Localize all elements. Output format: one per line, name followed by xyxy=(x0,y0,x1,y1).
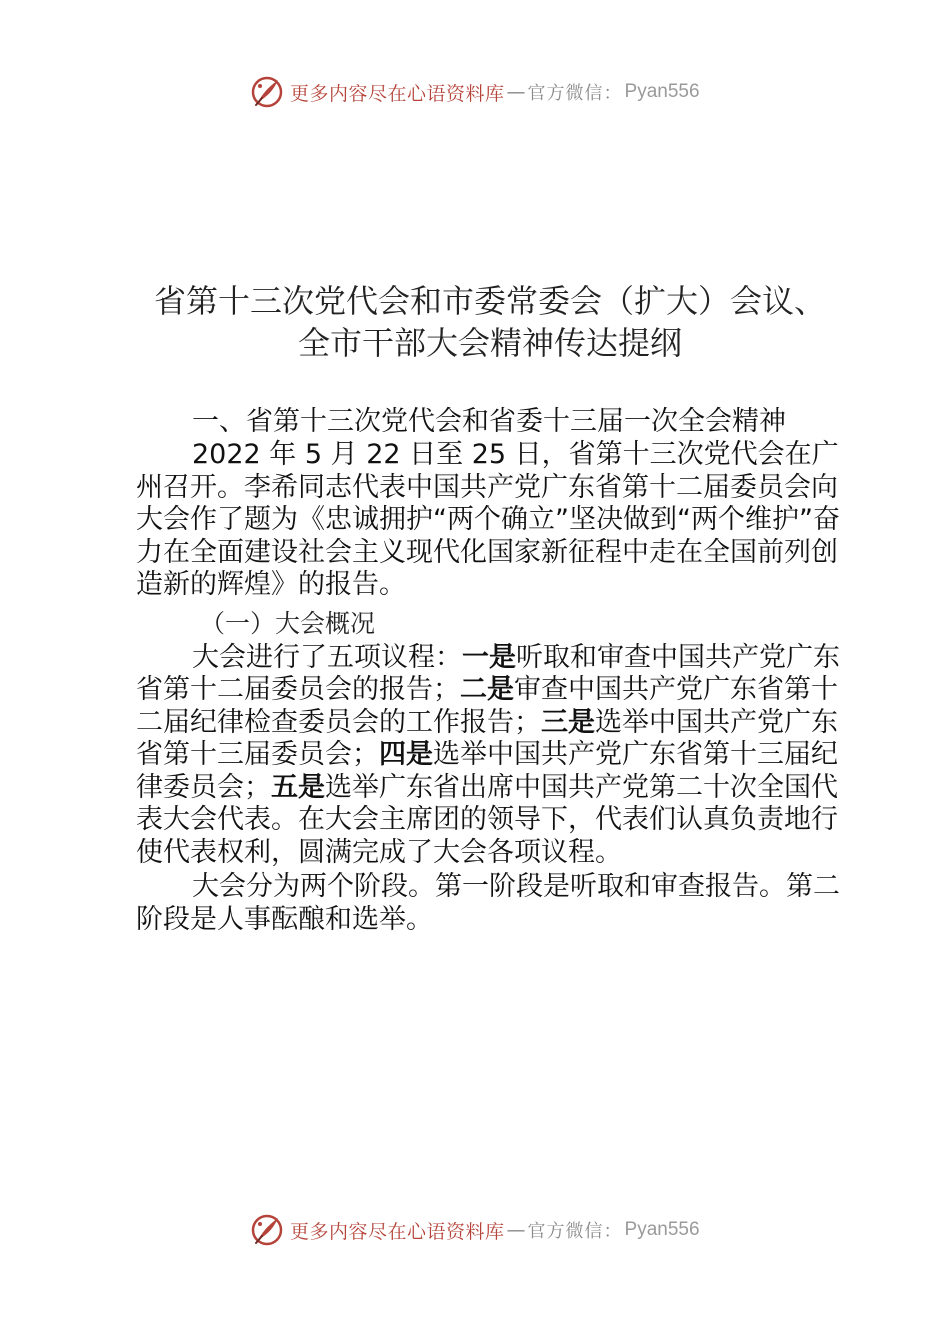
quill-pen-logo-icon xyxy=(250,75,284,109)
agenda-keyword-4: 四是 xyxy=(379,739,433,770)
header-watermark xyxy=(250,72,770,112)
footer-watermark xyxy=(250,1210,770,1250)
paragraph-stages: 大会分为两个阶段。第一阶段是听取和审查报告。第二阶段是人事酝酿和选举。 xyxy=(136,871,840,935)
agenda-item-4: 选举中国共产党广东省第十三届纪律委员会； xyxy=(136,739,838,803)
quill-pen-logo-icon xyxy=(250,1213,284,1247)
title-line-1: 省第十三次党代会和市委常委会（扩大）会议、 xyxy=(153,282,826,320)
agenda-item-2: 审查中国共产党广东省第十二届纪律检查委员会的工作报告； xyxy=(136,674,838,738)
agenda-keyword-3: 三是 xyxy=(541,706,595,738)
agenda-item-1: 听取和审查中国共产党广东省第十二届委员会的报告； xyxy=(136,641,840,705)
watermark-wechat-label: 官方微信： xyxy=(527,83,623,104)
paragraph-congress-intro: 2022 年 5 月 22 日至 25 日，省第十三次党代会在广州召开。李希同志代表中国共产党广东省第十二届委员会向大会作了题为《忠诚拥护“两个确立”坚决做到“两个维护”奋力在全面建设社会主义现代化国家新征程中走在全国前列创造新的辉煌》的报告。 xyxy=(136,439,840,600)
paragraph-agenda xyxy=(136,642,846,870)
section-heading: 一、省第十三次党代会和省委十三届一次全会精神 xyxy=(192,406,786,437)
watermark-wechat-label: 官方微信： xyxy=(527,1221,623,1242)
watermark-brand-text: 更多内容尽在心语资料库 xyxy=(290,82,505,105)
agenda-keyword-5: 五是 xyxy=(271,771,325,803)
watermark-brand-text: 更多内容尽在心语资料库 xyxy=(290,1220,505,1243)
agenda-keyword-2: 二是 xyxy=(460,674,514,705)
document-body xyxy=(136,405,846,936)
watermark-dash: — xyxy=(506,1219,526,1241)
agenda-item-3: 选举中国共产党广东省第十三届委员会； xyxy=(136,706,838,770)
subsection-heading: （一）大会概况 xyxy=(200,608,376,638)
title-line-2: 全市干部大会精神传达提纲 xyxy=(297,324,682,362)
agenda-intro: 大会进行了五项议程： xyxy=(192,641,462,673)
agenda-item-5: 选举广东省出席中国共产党第二十次全国代表大会代表。在大会主席团的领导下，代表们认真负责地行使代表权利，圆满完成了大会各项议程。 xyxy=(136,771,838,868)
agenda-keyword-1: 一是 xyxy=(462,641,516,673)
watermark-wechat-id: Pyan556 xyxy=(624,81,700,102)
document-title xyxy=(100,280,880,364)
watermark-dash: — xyxy=(506,81,526,103)
watermark-wechat-id: Pyan556 xyxy=(624,1219,700,1240)
